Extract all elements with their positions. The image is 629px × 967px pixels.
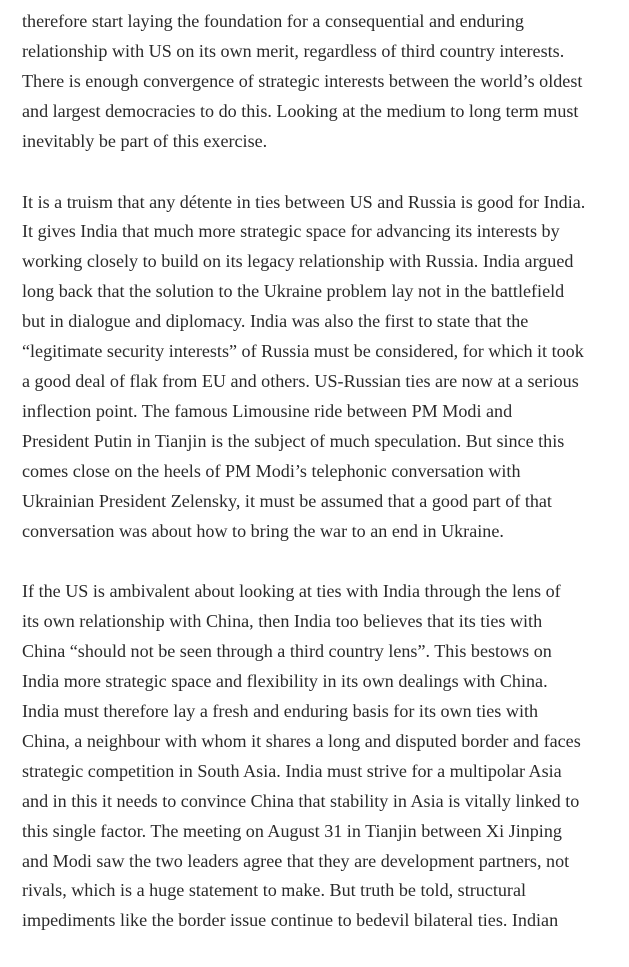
- text-line: inflection point. The famous Limousine ride between PM Modi and: [22, 400, 513, 421]
- text-line: India must therefore lay a fresh and enduring basis for its own ties with: [22, 701, 539, 722]
- text-line: long back that the solution to the Ukraine problem lay not in the battlefield: [22, 281, 565, 302]
- text-line: therefore start laying the foundation for a consequential and enduring: [22, 11, 524, 31]
- text-line: If the US is ambivalent about looking at ties with India through the lens of: [22, 581, 561, 602]
- text-line: conversation was about how to bring the war to an end in Ukraine.: [22, 520, 504, 541]
- text-line: India more strategic space and flexibility in its own dealings with China.: [22, 671, 548, 692]
- text-line: and Modi saw the two leaders agree that they are development partners, not: [22, 850, 570, 871]
- text-line: comes close on the heels of PM Modi’s telephonic conversation with: [22, 460, 521, 481]
- paragraph-2: [22, 188, 622, 547]
- text-line: its own relationship with China, then India too believes that its ties with: [22, 611, 543, 632]
- text-line: Ukrainian President Zelensky, it must be assumed that a good part of that: [22, 490, 552, 511]
- text-line: China “should not be seen through a third country lens”. This bestows on: [22, 641, 552, 662]
- paragraph-1: [22, 7, 622, 157]
- text-line: “legitimate security interests” of Russia must be considered, for which it took: [22, 341, 584, 362]
- text-line: this single factor. The meeting on August 31 in Tianjin between Xi Jinping: [22, 820, 562, 841]
- text-line: a good deal of flak from EU and others. US-Russian ties are now at a serious: [22, 370, 579, 391]
- text-line: President Putin in Tianjin is the subject of much speculation. But since this: [22, 430, 565, 451]
- text-line: China, a neighbour with whom it shares a long and disputed border and faces: [22, 730, 581, 751]
- text-line: working closely to build on its legacy relationship with Russia. India argued: [22, 251, 574, 272]
- text-line: relationship with US on its own merit, regardless of third country interests.: [22, 40, 565, 61]
- text-line: impediments like the border issue continue to bedevil bilateral ties. Indian: [22, 910, 559, 931]
- article-body: [22, 7, 622, 967]
- paragraph-3: [22, 577, 622, 936]
- text-line: but in dialogue and diplomacy. India was also the first to state that the: [22, 311, 529, 332]
- text-line: inevitably be part of this exercise.: [22, 130, 268, 151]
- text-line: and largest democracies to do this. Looking at the medium to long term must: [22, 100, 579, 121]
- text-line: strategic competition in South Asia. India must strive for a multipolar Asia: [22, 760, 562, 781]
- text-line: It gives India that much more strategic space for advancing its interests by: [22, 221, 560, 242]
- text-line: It is a truism that any détente in ties between US and Russia is good for India.: [22, 191, 586, 212]
- text-line: rivals, which is a huge statement to make. But truth be told, structural: [22, 880, 527, 901]
- text-line: and in this it needs to convince China that stability in Asia is vitally linked to: [22, 790, 580, 811]
- text-line: There is enough convergence of strategic interests between the world’s oldest: [22, 70, 583, 91]
